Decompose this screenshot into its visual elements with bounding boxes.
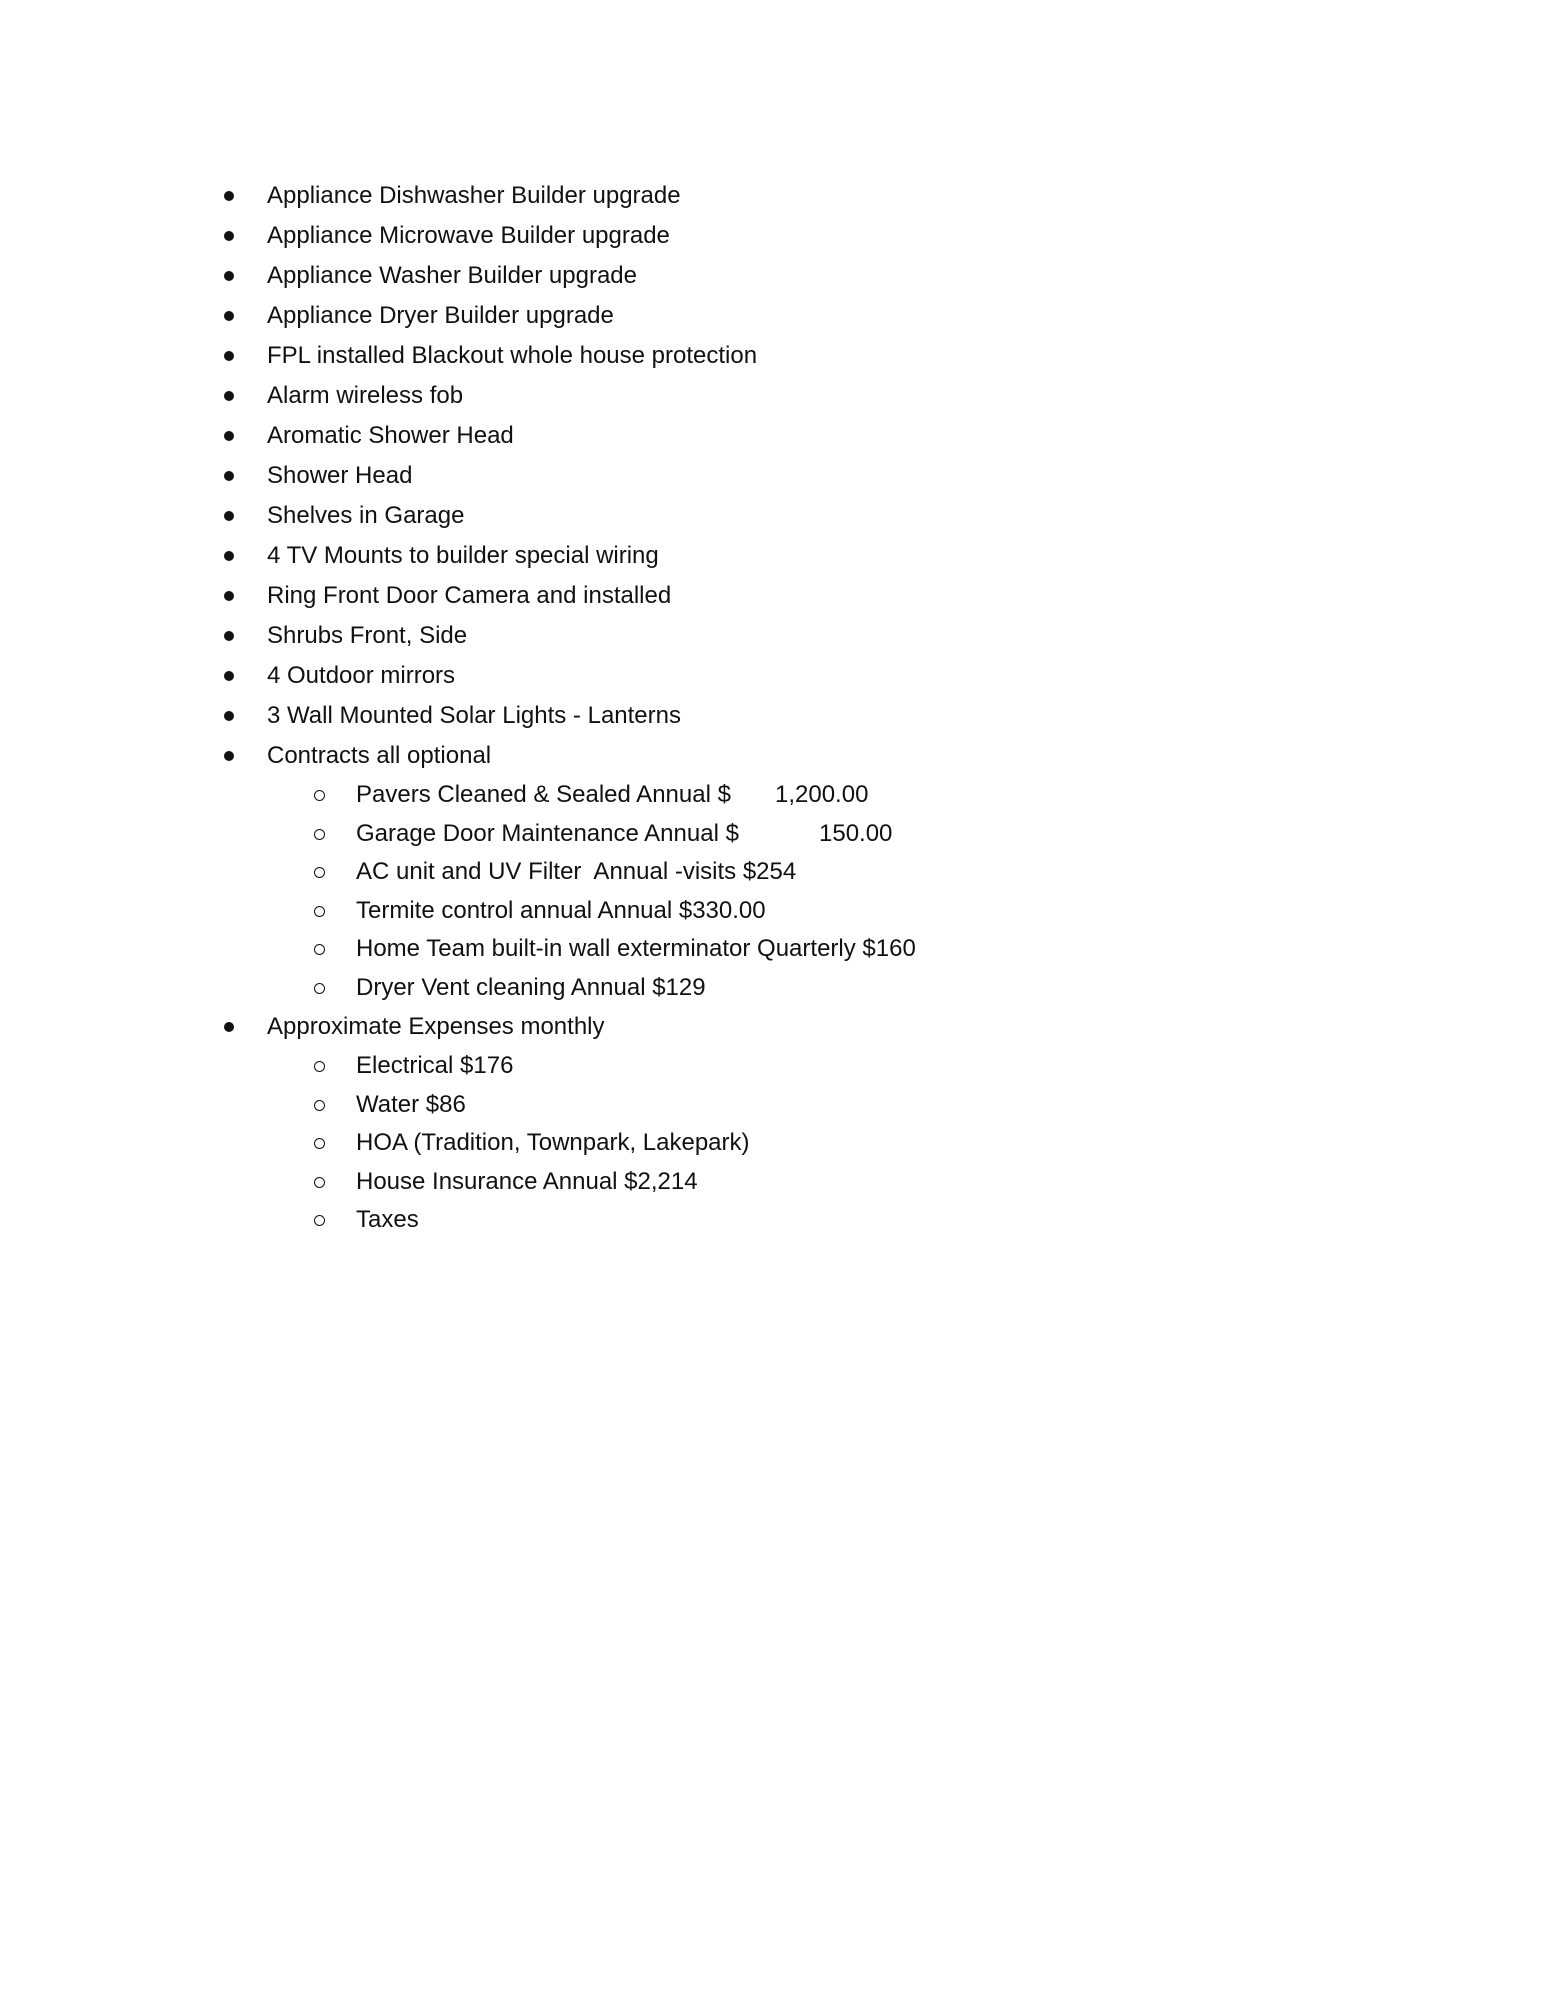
expenses-heading: Approximate Expenses monthly (0, 1007, 1545, 1047)
contracts-heading: Contracts all optional (0, 736, 1545, 776)
list-item: 4 TV Mounts to builder special wiring (0, 536, 1545, 576)
bullet-icon (224, 391, 234, 401)
expense-item: Taxes (0, 1201, 1545, 1240)
circle-bullet-icon (314, 1177, 325, 1188)
bullet-icon (224, 671, 234, 681)
bullet-icon (224, 271, 234, 281)
circle-bullet-icon (314, 1061, 325, 1072)
bullet-icon (224, 231, 234, 241)
bullet-icon (224, 1022, 234, 1032)
list-item: 3 Wall Mounted Solar Lights - Lanterns (0, 696, 1545, 736)
list-item: Aromatic Shower Head (0, 416, 1545, 456)
list-item: Alarm wireless fob (0, 376, 1545, 416)
circle-bullet-icon (314, 790, 325, 801)
circle-bullet-icon (314, 944, 325, 955)
list-item: Shrubs Front, Side (0, 616, 1545, 656)
list-item: Ring Front Door Camera and installed (0, 576, 1545, 616)
bullet-icon (224, 431, 234, 441)
contract-item: Pavers Cleaned & Sealed Annual $ 1,200.00 (0, 776, 1545, 815)
circle-bullet-icon (314, 1138, 325, 1149)
document-bullet-list (0, 176, 1545, 1240)
expense-item: HOA (Tradition, Townpark, Lakepark) (0, 1124, 1545, 1163)
contract-item: Garage Door Maintenance Annual $ 150.00 (0, 815, 1545, 854)
bullet-icon (224, 191, 234, 201)
circle-bullet-icon (314, 829, 325, 840)
contract-item: Termite control annual Annual $330.00 (0, 892, 1545, 931)
list-item: Shelves in Garage (0, 496, 1545, 536)
circle-bullet-icon (314, 906, 325, 917)
bullet-icon (224, 711, 234, 721)
list-item: Shower Head (0, 456, 1545, 496)
contract-item: Dryer Vent cleaning Annual $129 (0, 969, 1545, 1008)
list-item: Appliance Washer Builder upgrade (0, 256, 1545, 296)
circle-bullet-icon (314, 983, 325, 994)
list-item: Appliance Dishwasher Builder upgrade (0, 176, 1545, 216)
expense-item: Electrical $176 (0, 1047, 1545, 1086)
bullet-icon (224, 751, 234, 761)
bullet-icon (224, 591, 234, 601)
bullet-icon (224, 511, 234, 521)
expense-item: Water $86 (0, 1086, 1545, 1125)
circle-bullet-icon (314, 1100, 325, 1111)
list-item: Appliance Dryer Builder upgrade (0, 296, 1545, 336)
bullet-icon (224, 631, 234, 641)
contract-item: Home Team built-in wall exterminator Quarterly $160 (0, 930, 1545, 969)
list-item: FPL installed Blackout whole house protection (0, 336, 1545, 376)
bullet-icon (224, 351, 234, 361)
list-item: 4 Outdoor mirrors (0, 656, 1545, 696)
contract-amount: 150.00 (819, 819, 893, 847)
circle-bullet-icon (314, 867, 325, 878)
contract-amount: 1,200.00 (775, 781, 869, 808)
bullet-icon (224, 551, 234, 561)
expense-item: House Insurance Annual $2,214 (0, 1163, 1545, 1202)
bullet-icon (224, 311, 234, 321)
circle-bullet-icon (314, 1215, 325, 1226)
list-item: Appliance Microwave Builder upgrade (0, 216, 1545, 256)
contract-item: AC unit and UV Filter Annual -visits $254 (0, 853, 1545, 892)
bullet-icon (224, 471, 234, 481)
